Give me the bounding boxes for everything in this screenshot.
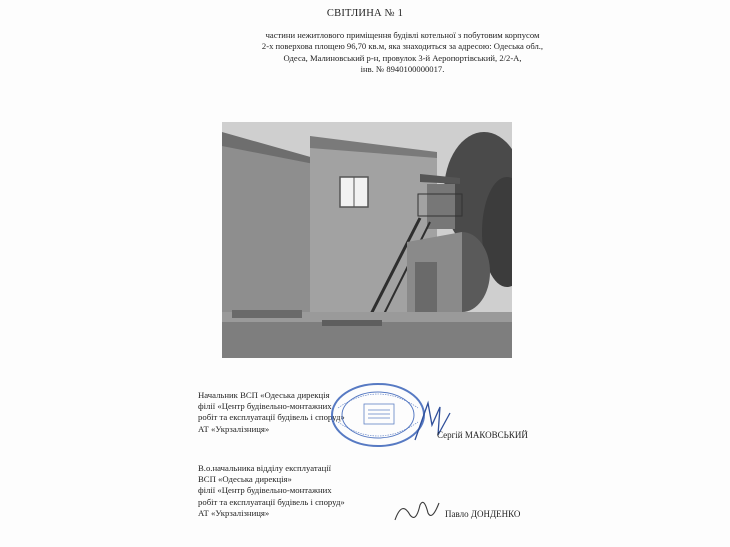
- signatory-1-position: Начальник ВСП «Одеська дирекція філії «Центр будівельно-монтажних робіт та експлуатації будівель і споруд» АТ «Укрзалізниця»: [198, 390, 345, 434]
- signatory-1-name: Сергій МАКОВСЬКИЙ: [437, 430, 528, 440]
- signature-2: [392, 495, 442, 525]
- signatory-2-position: В.о.начальника відділу експлуатації ВСП «Одеська дирекція» філії «Центр будівельно-монтажних робіт та експлуатації будівель і споруд» АТ «Укрзалізниця»: [198, 463, 345, 518]
- signatory-2-name: Павло ДОНДЕНКО: [445, 509, 521, 519]
- document-title: СВІТЛИНА № 1: [326, 8, 404, 19]
- document-description: частини нежитлового приміщення будівлі котельної з побутовим корпусом 2-х поверхова площею 96,70 кв.м, яка знаходиться за адресою: Одеська обл., Одеса, Малиновський р-н, провулок 3-й Аеропортівський, 2/2-А, інв. № 8940100000017.: [261, 30, 544, 75]
- building-photo-drawing: [222, 122, 512, 358]
- building-photo: [222, 122, 512, 358]
